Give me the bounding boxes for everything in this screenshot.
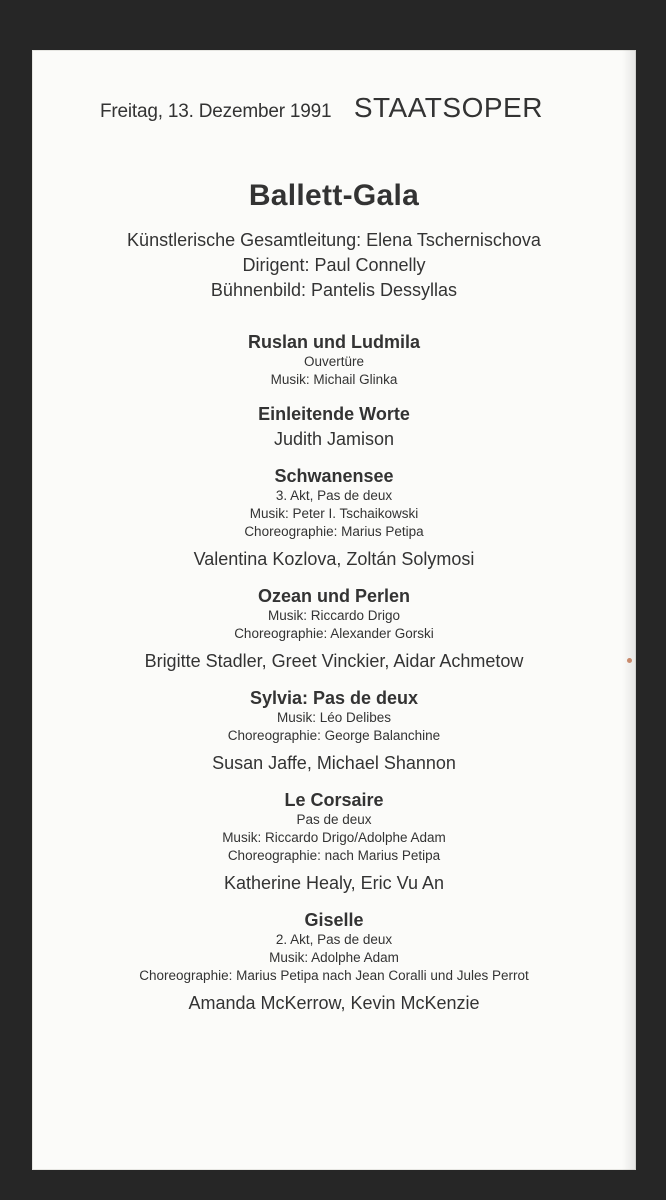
page-title: Ballett-Gala [248, 179, 420, 212]
piece-choreography: Choreographie: nach Marius Petipa [227, 848, 441, 863]
program-content [32, 178, 636, 1029]
piece-title: Schwanensee [274, 466, 394, 486]
piece-detail: 2. Akt, Pas de deux [275, 932, 393, 947]
speaker-name: Judith Jamison [273, 429, 395, 449]
program-item [32, 403, 636, 451]
credit-conductor: Dirigent: Paul Connelly [242, 255, 426, 275]
piece-music: Musik: Peter I. Tschaikowski [249, 506, 419, 521]
piece-cast: Amanda McKerrow, Kevin McKenzie [188, 993, 480, 1013]
header [100, 92, 543, 124]
program-item [32, 331, 636, 389]
piece-title: Giselle [304, 910, 364, 930]
piece-detail: 3. Akt, Pas de deux [275, 488, 393, 503]
piece-cast: Brigitte Stadler, Greet Vinckier, Aidar Achmetow [144, 651, 524, 671]
piece-choreography: Choreographie: Alexander Gorski [234, 626, 434, 641]
piece-cast: Valentina Kozlova, Zoltán Solymosi [193, 549, 475, 569]
program-list [32, 331, 636, 1015]
piece-music: Musik: Riccardo Drigo [267, 608, 401, 623]
piece-choreography: Choreographie: Marius Petipa nach Jean Coralli und Jules Perrot [139, 968, 529, 983]
piece-title: Ozean und Perlen [257, 586, 411, 606]
program-item [32, 909, 636, 1015]
program-item [32, 687, 636, 775]
piece-detail: Pas de deux [296, 812, 372, 827]
piece-cast: Susan Jaffe, Michael Shannon [212, 753, 456, 773]
piece-music: Musik: Adolphe Adam [269, 950, 399, 965]
piece-title: Ruslan und Ludmila [247, 332, 420, 352]
piece-music: Musik: Léo Delibes [276, 710, 392, 725]
piece-cast: Katherine Healy, Eric Vu An [223, 873, 445, 893]
performance-date: Freitag, 13. Dezember 1991 [100, 101, 332, 122]
piece-title: Le Corsaire [284, 790, 384, 810]
piece-choreography: Choreographie: Marius Petipa [244, 524, 424, 539]
credits-block [32, 228, 636, 303]
program-item [32, 585, 636, 673]
program-item [32, 465, 636, 571]
piece-music: Musik: Michail Glinka [270, 372, 398, 387]
program-sheet [32, 50, 636, 1170]
venue-name: STAATSOPER [353, 92, 543, 123]
piece-music: Musik: Riccardo Drigo/Adolphe Adam [222, 830, 446, 845]
piece-title: Einleitende Worte [258, 404, 410, 424]
credit-stage-design: Bühnenbild: Pantelis Dessyllas [210, 280, 458, 300]
piece-choreography: Choreographie: George Balanchine [227, 728, 441, 743]
paper-stain-mark [627, 658, 632, 663]
piece-title: Sylvia: Pas de deux [249, 688, 419, 708]
piece-detail: Ouvertüre [303, 354, 365, 369]
program-item [32, 789, 636, 895]
credit-artistic-director: Künstlerische Gesamtleitung: Elena Tschernischova [127, 230, 541, 250]
